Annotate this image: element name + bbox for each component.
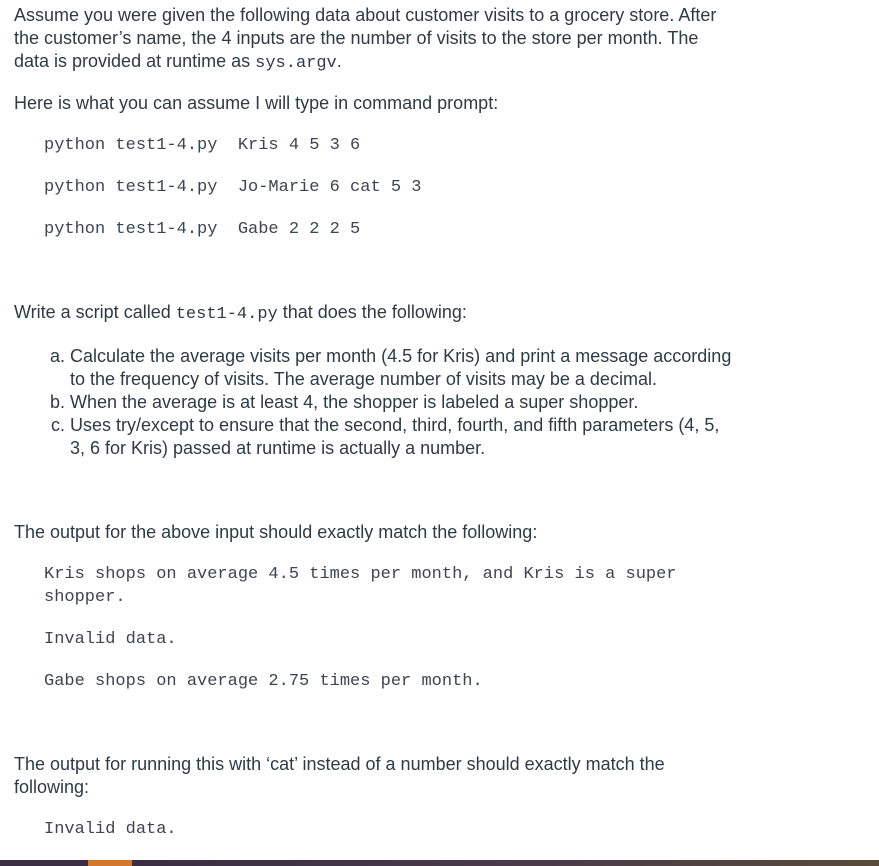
command-line: python test1-4.py Gabe 2 2 2 5 [44,220,361,239]
list-item: a. Calculate the average visits per month (4.5 for Kris) and print a message according to the frequency of visits. The average number of visits may be a decimal. [70,345,734,391]
intro-text: Assume you were given the following data about customer visits to a grocery store. After the customer’s name, the 4 inputs are the number of visits to the store per month. The data is provided at runtime as [14,5,717,71]
cat-output [44,818,734,841]
assignment-content [14,4,734,841]
intro-paragraph [14,4,734,73]
taskbar-strip [0,860,879,866]
expected-output [44,563,704,693]
command-line: python test1-4.py Jo-Marie 6 cat 5 3 [44,178,422,197]
cat-heading: The output for running this with ‘cat’ instead of a number should exactly match the following: [14,754,665,797]
script-name-code: test1-4.py [175,305,278,324]
write-text-end: that does the following: [277,302,467,322]
output-line: Gabe shops on average 2.75 times per month. [44,672,483,691]
requirements-list [14,345,734,460]
command-line: python test1-4.py Kris 4 5 3 6 [44,136,361,155]
command-examples [44,134,734,241]
output-line: Invalid data. [44,630,177,649]
assume-paragraph: Here is what you can assume I will type in command prompt: [14,93,499,113]
intro-end: . [336,51,342,71]
output-line: Invalid data. [44,820,177,839]
output-heading: The output for the above input should exactly match the following: [14,522,538,542]
list-item: c. Uses try/except to ensure that the second, third, fourth, and fifth parameters (4, 5, 3, 6 for Kris) passed at runtime is actually a number. [70,414,734,460]
intro-code: sys.argv [255,54,337,73]
list-item: b. When the average is at least 4, the shopper is labeled a super shopper. [70,391,734,414]
write-text: Write a script called [14,302,176,322]
output-line: Kris shops on average 4.5 times per month, and Kris is a super shopper. [44,565,677,607]
write-paragraph [14,301,734,326]
